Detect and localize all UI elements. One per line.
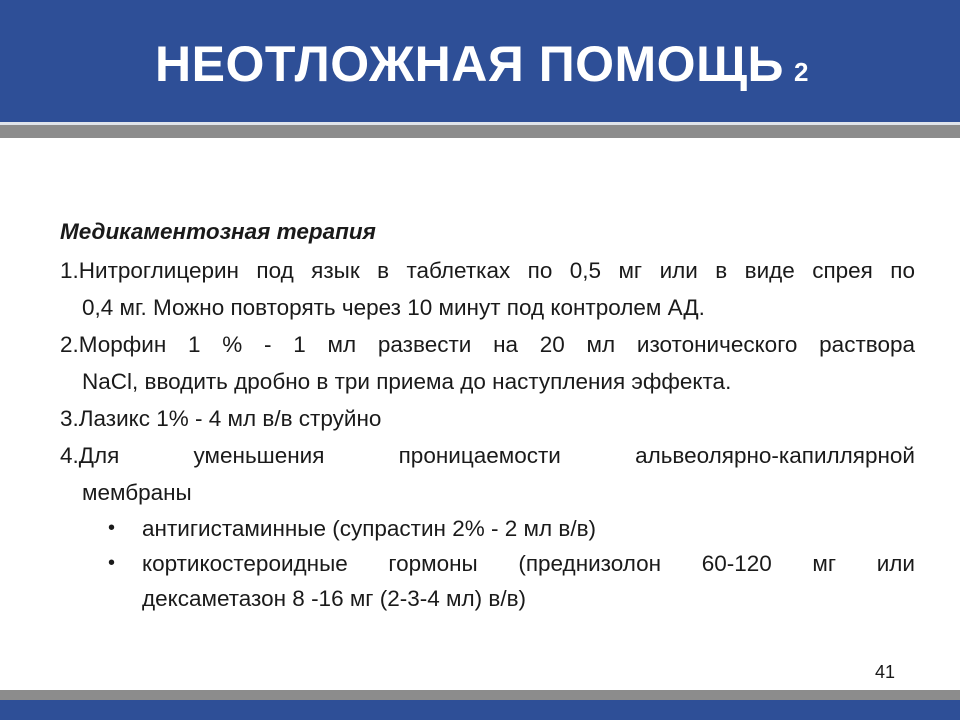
slide-title-text: НЕОТЛОЖНАЯ ПОМОЩЬ bbox=[155, 36, 784, 92]
bullet-item-1-line-1: антигистаминные (супрастин 2% - 2 мл в/в) bbox=[142, 516, 597, 541]
title-banner bbox=[0, 0, 960, 122]
list-item-2 bbox=[60, 326, 915, 400]
bullet-item-2 bbox=[108, 546, 915, 616]
bullet-item-1 bbox=[108, 511, 915, 546]
bullet-item-2-line-2: дексаметазон 8 -16 мг (2-3-4 мл) в/в) bbox=[142, 586, 527, 611]
footer-blue-strip bbox=[0, 700, 960, 720]
subheading: Медикаментозная терапия bbox=[60, 219, 376, 244]
header-gray-bar bbox=[0, 125, 960, 138]
list-item-1-line-1: 1.Нитроглицерин под язык в таблетках по 0,5 мг или в виде спрея по bbox=[60, 258, 915, 283]
bullet-glyph: • bbox=[108, 552, 116, 574]
slide-title bbox=[155, 34, 809, 102]
list-item-2-line-1: 2.Морфин 1 % - 1 мл развести на 20 мл изотонического раствора bbox=[60, 332, 915, 357]
footer-gray-bar bbox=[0, 690, 960, 700]
bullet-list bbox=[60, 511, 915, 616]
list-item-3 bbox=[60, 400, 915, 437]
list-item-4 bbox=[60, 437, 915, 511]
slide-title-number: 2 bbox=[793, 57, 809, 87]
bullet-item-2-line-1: кортикостероидные гормоны (преднизолон 60-120 мг или bbox=[142, 551, 915, 576]
list-item-3-line-1: 3.Лазикс 1% - 4 мл в/в струйно bbox=[60, 406, 382, 431]
list-item-1 bbox=[60, 252, 915, 326]
list-item-4-line-2: мембраны bbox=[82, 480, 192, 505]
page-number: 41 bbox=[875, 662, 896, 682]
bullet-glyph: • bbox=[108, 517, 116, 539]
slide-content bbox=[60, 212, 915, 616]
list-item-1-line-2: 0,4 мг. Можно повторять через 10 минут под контролем АД. bbox=[82, 295, 705, 320]
list-item-4-line-1: 4.Для уменьшения проницаемости альвеолярно-капиллярной bbox=[60, 443, 915, 468]
list-item-2-line-2: NaCl, вводить дробно в три приема до наступления эффекта. bbox=[82, 369, 732, 394]
